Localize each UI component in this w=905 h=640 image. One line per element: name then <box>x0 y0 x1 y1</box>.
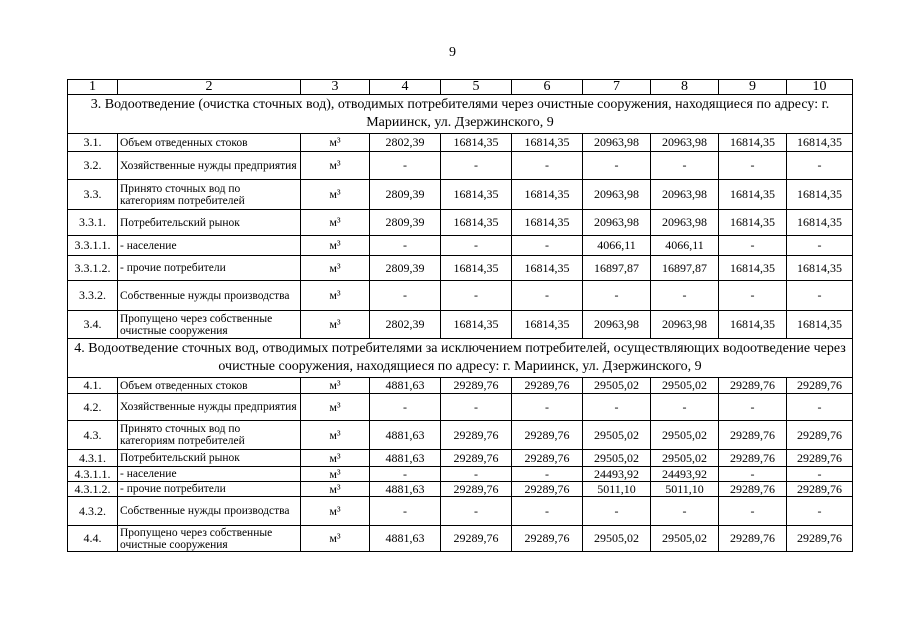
value-cell: 29289,76 <box>719 421 787 450</box>
value-cell: 2802,39 <box>370 134 441 152</box>
value-cell: 2809,39 <box>370 180 441 210</box>
value-cell: 29289,76 <box>719 482 787 497</box>
value-cell: - <box>787 281 853 311</box>
value-cell: 16814,35 <box>441 134 512 152</box>
value-cell: 16897,87 <box>583 256 651 281</box>
value-cell: - <box>370 281 441 311</box>
row-id: 3.2. <box>68 152 118 180</box>
row-id: 4.3. <box>68 421 118 450</box>
page-number: 9 <box>449 45 456 60</box>
row-unit: м³ <box>301 526 370 552</box>
section-header-row <box>68 339 853 378</box>
col-header: 1 <box>68 80 118 95</box>
value-cell: - <box>583 497 651 526</box>
row-id: 3.3.2. <box>68 281 118 311</box>
value-cell: - <box>787 467 853 482</box>
table-row <box>68 134 853 152</box>
value-cell: - <box>583 394 651 421</box>
value-cell: 2809,39 <box>370 256 441 281</box>
row-id: 3.3.1. <box>68 210 118 236</box>
value-cell: 29289,76 <box>441 450 512 467</box>
value-cell: 16814,35 <box>719 256 787 281</box>
value-cell: - <box>651 152 719 180</box>
value-cell: - <box>719 236 787 256</box>
value-cell: - <box>583 152 651 180</box>
value-cell: - <box>651 394 719 421</box>
table-row <box>68 256 853 281</box>
value-cell: 29505,02 <box>651 421 719 450</box>
row-id: 4.3.2. <box>68 497 118 526</box>
value-cell: 29505,02 <box>651 526 719 552</box>
row-name: Объем отведенных стоков <box>118 134 301 152</box>
row-name: Потребительский рынок <box>118 450 301 467</box>
row-id: 3.1. <box>68 134 118 152</box>
row-name: Собственные нужды производства <box>118 281 301 311</box>
table-row <box>68 378 853 394</box>
row-unit: м³ <box>301 378 370 394</box>
row-id: 4.1. <box>68 378 118 394</box>
value-cell: - <box>651 497 719 526</box>
value-cell: - <box>719 394 787 421</box>
data-table <box>67 79 853 552</box>
value-cell: - <box>651 281 719 311</box>
column-number-row <box>68 80 853 95</box>
row-unit: м³ <box>301 467 370 482</box>
value-cell: 24493,92 <box>583 467 651 482</box>
col-header: 7 <box>583 80 651 95</box>
row-id: 3.3.1.1. <box>68 236 118 256</box>
row-unit: м³ <box>301 152 370 180</box>
value-cell: 29289,76 <box>512 450 583 467</box>
table-row <box>68 497 853 526</box>
row-name: - прочие потребители <box>118 256 301 281</box>
value-cell: 16814,35 <box>787 210 853 236</box>
value-cell: 4881,63 <box>370 378 441 394</box>
row-unit: м³ <box>301 497 370 526</box>
value-cell: 29289,76 <box>441 421 512 450</box>
row-id: 3.3. <box>68 180 118 210</box>
value-cell: 29505,02 <box>583 378 651 394</box>
value-cell: 29505,02 <box>651 378 719 394</box>
table-row <box>68 180 853 210</box>
value-cell: 4066,11 <box>583 236 651 256</box>
row-id: 4.4. <box>68 526 118 552</box>
value-cell: 29289,76 <box>512 378 583 394</box>
value-cell: - <box>583 281 651 311</box>
value-cell: 4881,63 <box>370 450 441 467</box>
row-unit: м³ <box>301 180 370 210</box>
value-cell: 29289,76 <box>787 526 853 552</box>
row-id: 4.3.1.1. <box>68 467 118 482</box>
value-cell: - <box>441 497 512 526</box>
col-header: 4 <box>370 80 441 95</box>
value-cell: 4881,63 <box>370 421 441 450</box>
value-cell: 5011,10 <box>651 482 719 497</box>
value-cell: 16814,35 <box>787 180 853 210</box>
value-cell: 16814,35 <box>787 311 853 339</box>
value-cell: 29289,76 <box>512 421 583 450</box>
value-cell: 29289,76 <box>787 482 853 497</box>
value-cell: 20963,98 <box>651 134 719 152</box>
col-header: 6 <box>512 80 583 95</box>
row-name: Принято сточных вод по категориям потребителей <box>118 180 301 210</box>
table-row <box>68 421 853 450</box>
row-unit: м³ <box>301 482 370 497</box>
value-cell: 29289,76 <box>719 378 787 394</box>
table-row <box>68 394 853 421</box>
value-cell: - <box>370 394 441 421</box>
value-cell: 29289,76 <box>512 482 583 497</box>
row-name: - население <box>118 236 301 256</box>
row-name: Собственные нужды производства <box>118 497 301 526</box>
table-row <box>68 281 853 311</box>
value-cell: - <box>787 236 853 256</box>
value-cell: 2809,39 <box>370 210 441 236</box>
value-cell: 29289,76 <box>787 450 853 467</box>
value-cell: - <box>441 152 512 180</box>
value-cell: - <box>512 497 583 526</box>
row-id: 3.4. <box>68 311 118 339</box>
value-cell: 16814,35 <box>512 134 583 152</box>
row-name: Пропущено через собственные очистные сооружения <box>118 311 301 339</box>
value-cell: 29289,76 <box>787 378 853 394</box>
value-cell: 29289,76 <box>719 526 787 552</box>
value-cell: - <box>512 236 583 256</box>
table-row <box>68 311 853 339</box>
value-cell: 16814,35 <box>441 180 512 210</box>
row-name: Принято сточных вод по категориям потребителей <box>118 421 301 450</box>
value-cell: 29505,02 <box>651 450 719 467</box>
value-cell: 20963,98 <box>651 180 719 210</box>
value-cell: 16814,35 <box>787 134 853 152</box>
value-cell: 16814,35 <box>512 210 583 236</box>
col-header: 2 <box>118 80 301 95</box>
value-cell: - <box>787 394 853 421</box>
value-cell: 16814,35 <box>441 210 512 236</box>
value-cell: 20963,98 <box>583 134 651 152</box>
value-cell: - <box>441 236 512 256</box>
value-cell: - <box>370 497 441 526</box>
value-cell: - <box>370 467 441 482</box>
value-cell: 4066,11 <box>651 236 719 256</box>
row-name: Потребительский рынок <box>118 210 301 236</box>
section-header-row <box>68 95 853 134</box>
row-unit: м³ <box>301 450 370 467</box>
row-name: Объем отведенных стоков <box>118 378 301 394</box>
row-unit: м³ <box>301 281 370 311</box>
col-header: 8 <box>651 80 719 95</box>
value-cell: 29289,76 <box>787 421 853 450</box>
col-header: 5 <box>441 80 512 95</box>
value-cell: - <box>512 394 583 421</box>
table-row <box>68 467 853 482</box>
row-name: Хозяйственные нужды предприятия <box>118 152 301 180</box>
value-cell: - <box>719 281 787 311</box>
row-unit: м³ <box>301 210 370 236</box>
table-row <box>68 210 853 236</box>
value-cell: 20963,98 <box>583 180 651 210</box>
section-title: 3. Водоотведение (очистка сточных вод), отводимых потребителями через очистные сооружения, находящиеся по адресу: г. Мариинск, ул. Дзержинского, 9 <box>68 95 853 134</box>
value-cell: 16814,35 <box>719 180 787 210</box>
value-cell: 29289,76 <box>512 526 583 552</box>
col-header: 9 <box>719 80 787 95</box>
col-header: 10 <box>787 80 853 95</box>
value-cell: 16814,35 <box>787 256 853 281</box>
row-unit: м³ <box>301 421 370 450</box>
row-name: Хозяйственные нужды предприятия <box>118 394 301 421</box>
row-id: 3.3.1.2. <box>68 256 118 281</box>
col-header: 3 <box>301 80 370 95</box>
value-cell: 29289,76 <box>441 378 512 394</box>
row-unit: м³ <box>301 256 370 281</box>
value-cell: 16814,35 <box>512 311 583 339</box>
value-cell: - <box>512 467 583 482</box>
value-cell: 4881,63 <box>370 526 441 552</box>
value-cell: 2802,39 <box>370 311 441 339</box>
row-name: Пропущено через собственные очистные сооружения <box>118 526 301 552</box>
value-cell: 5011,10 <box>583 482 651 497</box>
value-cell: 20963,98 <box>583 311 651 339</box>
table-row <box>68 526 853 552</box>
table-row <box>68 482 853 497</box>
value-cell: 16814,35 <box>512 256 583 281</box>
value-cell: 29505,02 <box>583 421 651 450</box>
value-cell: - <box>719 467 787 482</box>
row-unit: м³ <box>301 311 370 339</box>
value-cell: 20963,98 <box>651 210 719 236</box>
row-id: 4.3.1.2. <box>68 482 118 497</box>
row-unit: м³ <box>301 394 370 421</box>
value-cell: 29505,02 <box>583 526 651 552</box>
value-cell: - <box>370 236 441 256</box>
value-cell: - <box>512 281 583 311</box>
value-cell: 20963,98 <box>583 210 651 236</box>
value-cell: 16814,35 <box>719 134 787 152</box>
value-cell: - <box>441 394 512 421</box>
table-row <box>68 236 853 256</box>
value-cell: 16814,35 <box>512 180 583 210</box>
value-cell: 20963,98 <box>651 311 719 339</box>
value-cell: 29289,76 <box>441 482 512 497</box>
value-cell: - <box>787 152 853 180</box>
table-row <box>68 450 853 467</box>
value-cell: - <box>512 152 583 180</box>
row-id: 4.3.1. <box>68 450 118 467</box>
row-name: - прочие потребители <box>118 482 301 497</box>
value-cell: - <box>719 497 787 526</box>
value-cell: 16814,35 <box>441 256 512 281</box>
table-row <box>68 152 853 180</box>
row-name: - население <box>118 467 301 482</box>
value-cell: 16814,35 <box>719 210 787 236</box>
value-cell: - <box>370 152 441 180</box>
value-cell: 16897,87 <box>651 256 719 281</box>
value-cell: - <box>441 467 512 482</box>
value-cell: - <box>719 152 787 180</box>
value-cell: - <box>441 281 512 311</box>
value-cell: 16814,35 <box>441 311 512 339</box>
section-title: 4. Водоотведение сточных вод, отводимых потребителями за исключением потребителей, осуществляющих водоотведение через очистные сооружения, находящиеся по адресу: г. Мариинск, ул. Дзержинского, 9 <box>68 339 853 378</box>
value-cell: 24493,92 <box>651 467 719 482</box>
row-unit: м³ <box>301 236 370 256</box>
value-cell: 29289,76 <box>719 450 787 467</box>
value-cell: - <box>787 497 853 526</box>
row-unit: м³ <box>301 134 370 152</box>
value-cell: 29289,76 <box>441 526 512 552</box>
value-cell: 16814,35 <box>719 311 787 339</box>
value-cell: 29505,02 <box>583 450 651 467</box>
row-id: 4.2. <box>68 394 118 421</box>
value-cell: 4881,63 <box>370 482 441 497</box>
